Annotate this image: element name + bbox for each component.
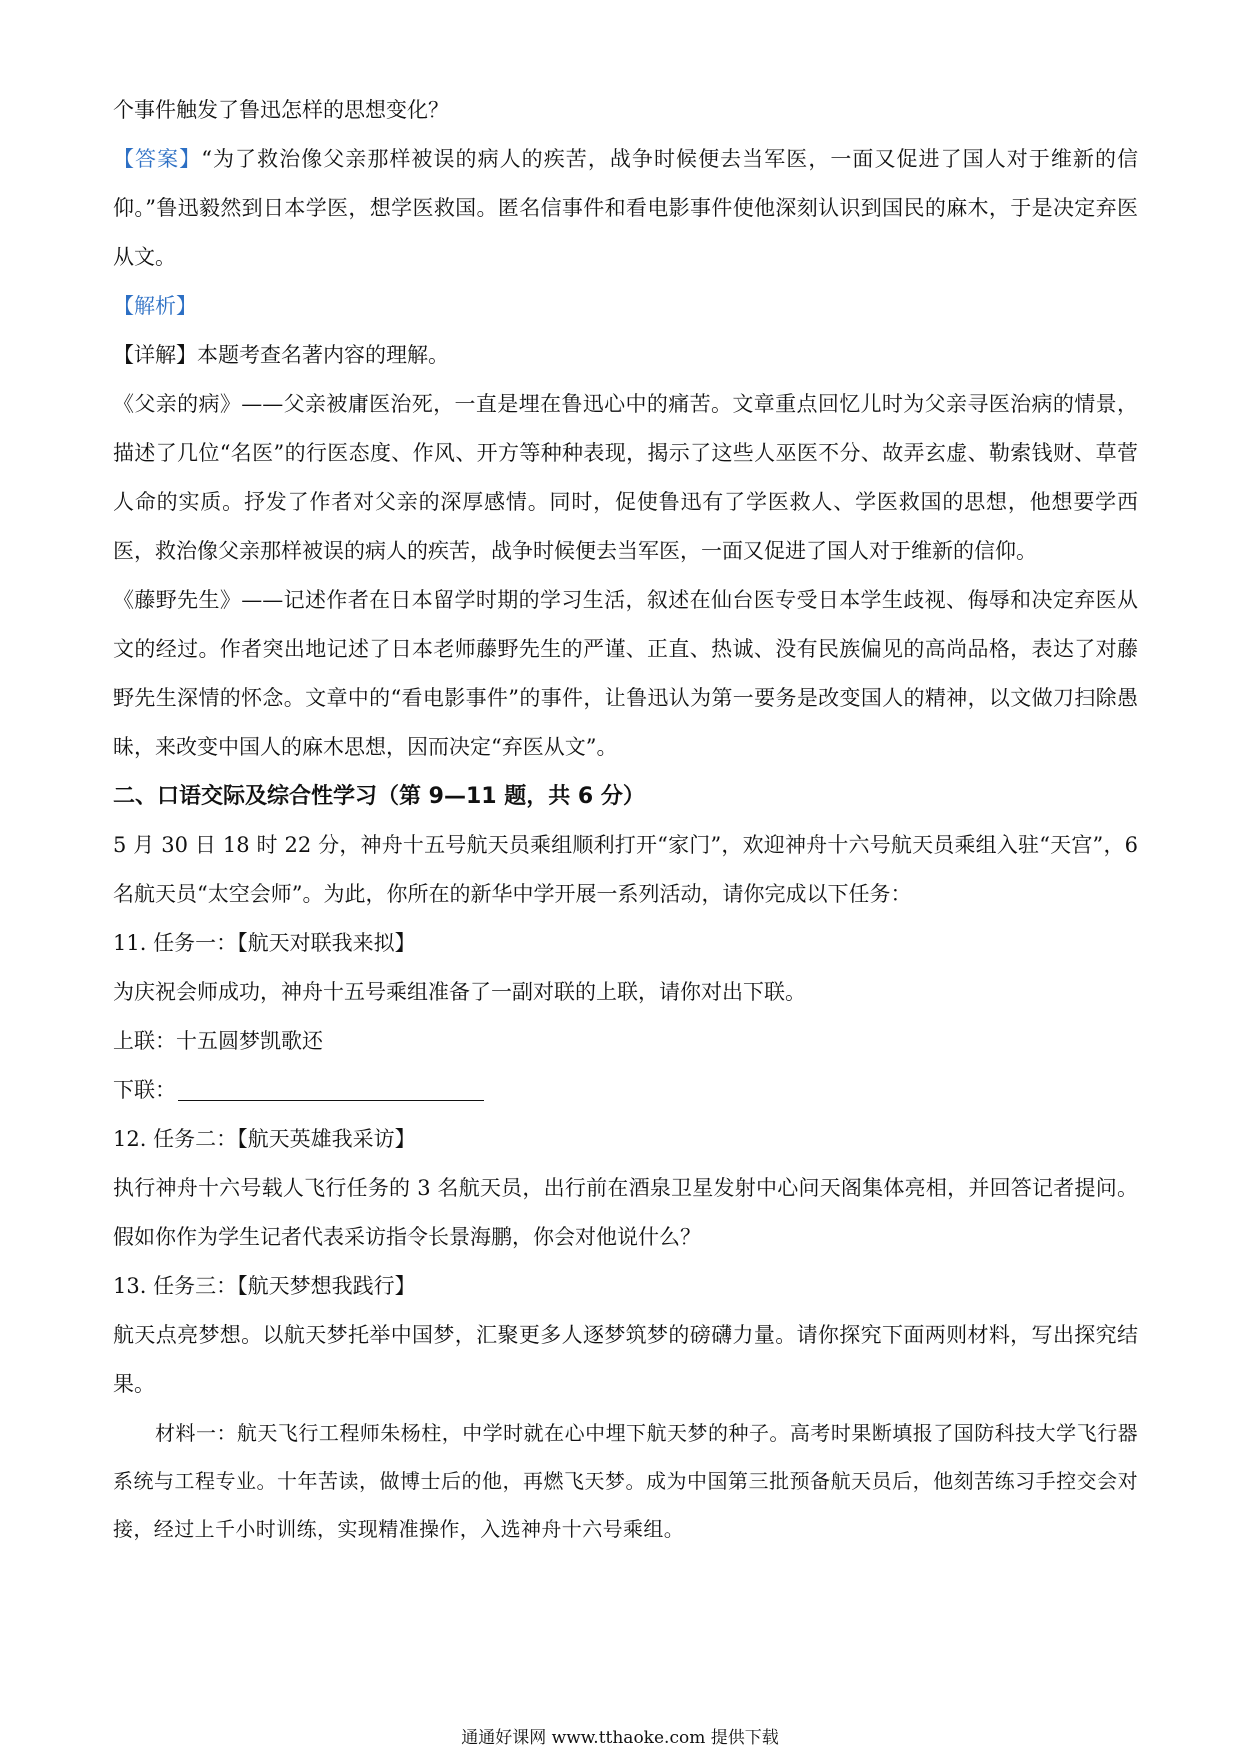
section-2-intro: 5 月 30 日 18 时 22 分，神舟十五号航天员乘组顺利打开“家门”，欢迎神舟十六号航天员乘组入驻“天宫”，6 名航天员“太空会师”。为此，你所在的新华中学开展一系列活动，请你完成以下任务： xyxy=(113,833,1138,906)
answer-tag: 【答案】 xyxy=(113,147,202,171)
question-11-title: 11. 任务一：【航天对联我来拟】 xyxy=(113,931,416,955)
question-11-prompt: 为庆祝会师成功，神舟十五号乘组准备了一副对联的上联，请你对出下联。 xyxy=(113,980,806,1004)
material-1: 材料一：航天飞行工程师朱杨柱，中学时就在心中埋下航天梦的种子。高考时果断填报了国防科技大学飞行器系统与工程专业。十年苦读，做博士后的他，再燃飞天梦。成为中国第三批预备航天员后，他刻苦练习手控交会对接，经过上千小时训练，实现精准操作，入选神舟十六号乘组。 xyxy=(113,1421,1138,1541)
question-11-upper-couplet: 上联：十五圆梦凯歌还 xyxy=(113,1029,323,1053)
analysis-paragraph-fujino: 《藤野先生》——记述作者在日本留学时期的学习生活，叙述在仙台医专受日本学生歧视、侮辱和决定弃医从文的经过。作者突出地记述了日本老师藤野先生的严谨、正直、热诚、没有民族偏见的高尚品格，表达了对藤野先生深情的怀念。文章中的“看电影事件”的事件，让鲁迅认为第一要务是改变国人的精神，以文做刀扫除愚昧，来改变中国人的麻木思想，因而决定“弃医从文”。 xyxy=(113,588,1138,759)
analysis-tag: 【解析】 xyxy=(113,294,197,318)
answer-block xyxy=(113,135,1138,282)
analysis-paragraph-father: 《父亲的病》——父亲被庸医治死，一直是埋在鲁迅心中的痛苦。文章重点回忆儿时为父亲寻医治病的情景，描述了几位“名医”的行医态度、作风、开方等种种表现，揭示了这些人巫医不分、故弄玄虚、勒索钱财、草菅人命的实质。抒发了作者对父亲的深厚感情。同时，促使鲁迅有了学医救人、学医救国的思想，他想要学西医，救治像父亲那样被误的病人的疾苦，战争时候便去当军医，一面又促进了国人对于维新的信仰。 xyxy=(113,392,1138,563)
analysis-detail: 【详解】本题考查名著内容的理解。 xyxy=(113,343,449,367)
document-page xyxy=(113,86,1138,1553)
question-11-lower-couplet xyxy=(113,1066,1138,1115)
lower-couplet-label: 下联： xyxy=(113,1078,176,1102)
question-13-title: 13. 任务三：【航天梦想我践行】 xyxy=(113,1274,416,1298)
page-footer: 通通好课网 www.tthaoke.com 提供下载 xyxy=(461,1728,779,1748)
answer-text: “为了救治像父亲那样被误的病人的疾苦，战争时候便去当军医，一面又促进了国人对于维新的信仰。”鲁迅毅然到日本学医，想学医救国。匿名信事件和看电影事件使他深刻认识到国民的麻木，于是决定弃医从文。 xyxy=(113,147,1139,269)
question-10-tail: 个事件触发了鲁迅怎样的思想变化？ xyxy=(113,98,449,122)
question-12-title: 12. 任务二：【航天英雄我采访】 xyxy=(113,1127,416,1151)
question-13-prompt: 航天点亮梦想。以航天梦托举中国梦，汇聚更多人逐梦筑梦的磅礴力量。请你探究下面两则材料，写出探究结果。 xyxy=(113,1323,1138,1396)
answer-blank-line[interactable] xyxy=(178,1074,484,1101)
question-12-prompt: 执行神舟十六号载人飞行任务的 3 名航天员，出行前在酒泉卫星发射中心问天阁集体亮相，并回答记者提问。假如你作为学生记者代表采访指令长景海鹏，你会对他说什么？ xyxy=(113,1176,1138,1249)
analysis-tag-line xyxy=(113,282,1138,331)
section-2-heading: 二、口语交际及综合性学习（第 9—11 题，共 6 分） xyxy=(113,784,645,809)
